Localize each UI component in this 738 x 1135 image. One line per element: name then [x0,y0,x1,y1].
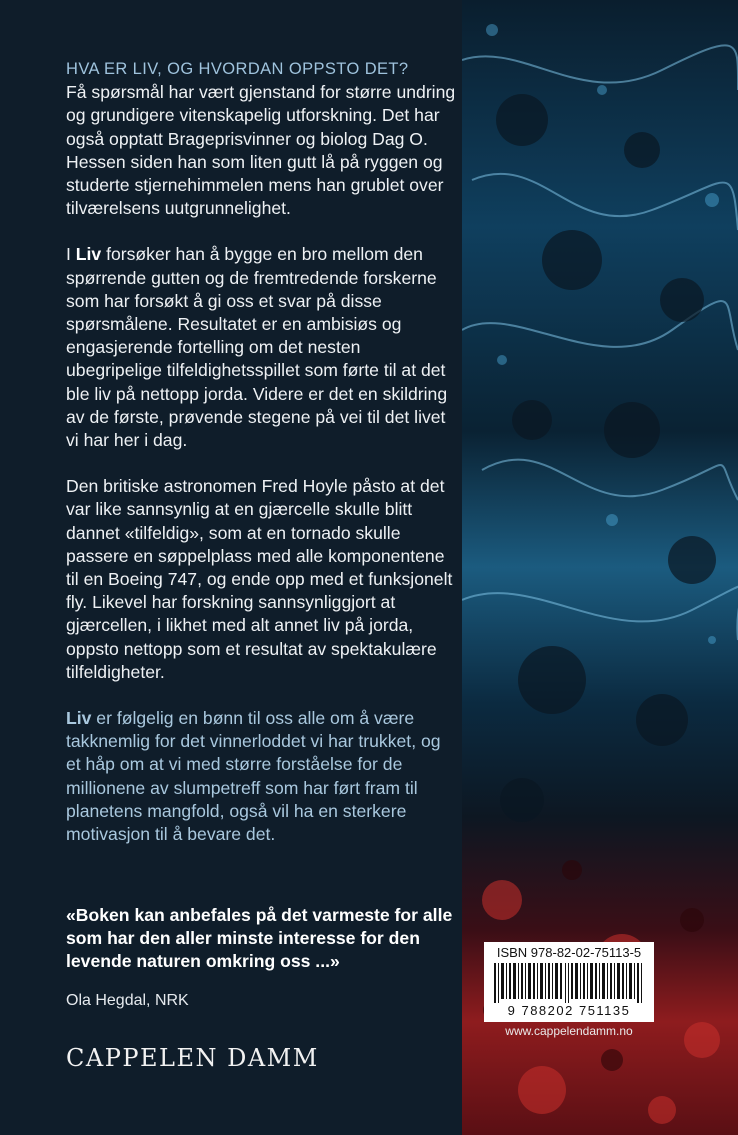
blurb-paragraph-2 [66,243,456,452]
barcode-digits: 9 788202 751135 [507,1003,631,1018]
publisher-website: www.cappelendamm.no [505,1024,633,1038]
para2-text: forsøker han å bygge en bro mellom den spørrende gutten og de fremtredende forskerne som har forsøkt å gi oss et svar på disse spørsmålene. Resultatet er en ambisiøs og engasjerende fortelling om det nesten ubegripelige tilfeldighetsspillet som førte til at det ble liv på nettopp jorda. Videre er det en skildring av de første, prøvende stegene på vei til det livet vi har her i dag. [66,244,448,451]
isbn-barcode [484,942,654,1022]
isbn-number: ISBN 978-82-02-75113-5 [496,945,642,960]
book-title-inline: Liv [75,244,102,265]
review-source: Ola Hegdal, NRK [66,992,189,1009]
barcode-bars [494,963,644,1003]
blurb-heading: HVA ER LIV, OG HVORDAN OPPSTO DET? [66,60,409,78]
blurb-paragraph-1: Få spørsmål har vært gjenstand for større undring og grundigere vitenskapelig utforskning. Det har også opptatt Brageprisvinner og biolog Dag O. Hessen siden han som liten gutt lå på ryggen og studerte stjernehimmelen mens han grublet over tilværelsens uutgrunnelighet. [66,82,456,219]
para4-text: er følgelig en bønn til oss alle om å være takknemlig for det vinnerloddet vi har trukket, og et håp om at vi med større forståelse for de millionene av slumpetreff som har ført fram til planetens mangfold, også vil ha en sterkere motivasjon til å bevare det. [66,708,441,845]
review-quote: «Boken kan anbefales på det varmeste for alle som har den aller minste interesse for den levende naturen omkring oss ...» [66,905,453,971]
book-title-inline: Liv [66,708,92,729]
blurb-paragraph-3: Den britiske astronomen Fred Hoyle påsto at det var like sannsynlig at en gjærcelle skulle blitt dannet «tilfeldig», som at en tornado skulle passere en søppelplass med alle komponentene til en Boeing 747, og ende opp med et funksjonelt fly. Likevel har forskning sannsynliggjort at gjærcellen, i likhet med alt annet liv på jorda, oppsto nettopp som et resultat av spektakulære tilfeldigheter. [66,476,453,682]
blurb [66,58,456,869]
publisher-logo: CAPPELEN DAMM [66,1044,319,1072]
blurb-paragraph-4 [66,707,456,846]
para2-prefix: I [66,244,76,265]
